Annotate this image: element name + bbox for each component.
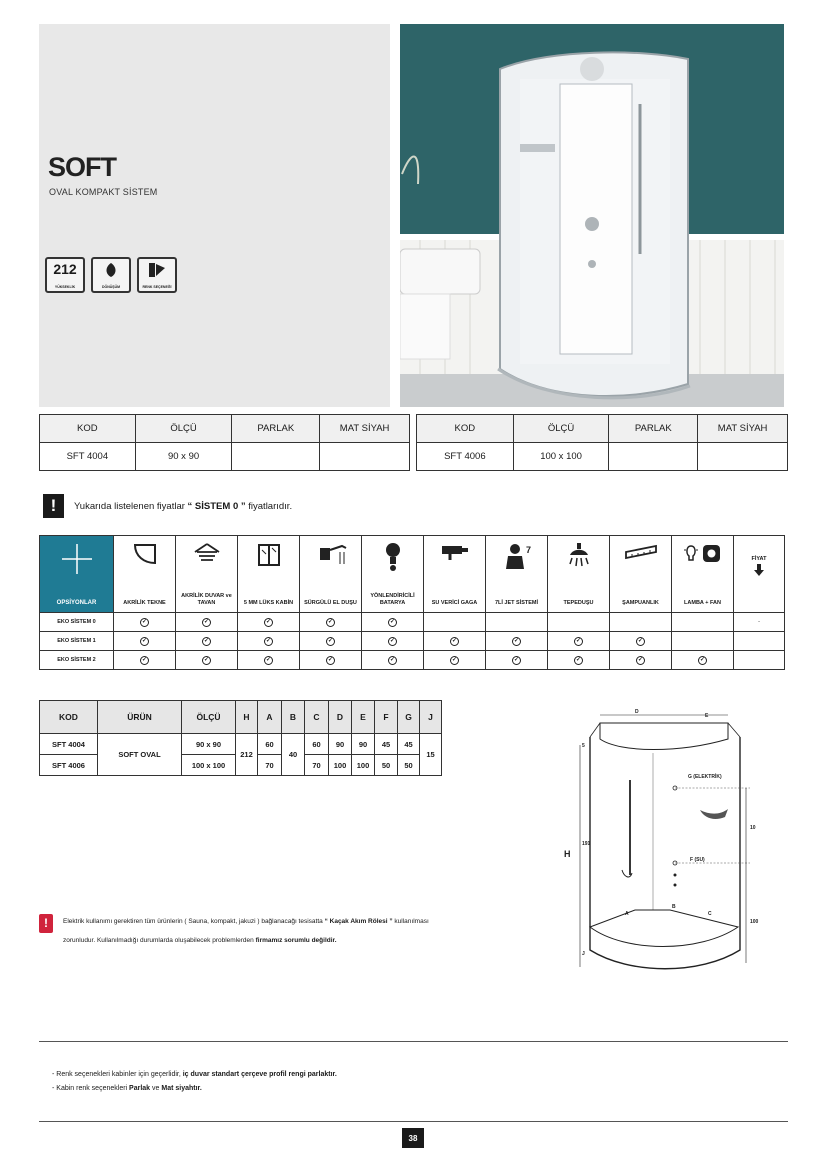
options-table [39,535,785,670]
arrow-down-icon [753,563,765,577]
product-info-panel [39,24,390,407]
svg-text:C: C [708,911,712,917]
svg-text:D: D [635,709,639,715]
table-row: SFT 4006 100 x 100 [417,443,788,471]
wall-ceiling-icon: AKRİLİK DUVAR ve TAVAN [176,536,238,613]
spout-icon: SU VERİCİ GAGA [424,536,486,613]
technical-diagram [560,705,780,975]
svg-text:7: 7 [525,545,531,555]
rain-shower-icon: TEPEDUŞU [548,536,610,613]
cabin-icon: 5 MM LÜKS KABİN [238,536,300,613]
table-row: SFT 4004 SOFT OVAL 90 x 90 212 60 40 60 90 90 45 45 15 [40,734,442,755]
page-number: 38 [402,1128,424,1148]
svg-text:A: A [625,911,629,917]
price-table-right [416,414,788,471]
mixer-icon: YÖNLENDİRİCİLİ BATARYA [362,536,424,613]
price-col-header: FİYAT [734,536,785,613]
col-header-parlak: PARLAK [609,415,698,443]
table-row: EKO SİSTEM 1 ✓ ✓ ✓ ✓ ✓ ✓ ✓ ✓ ✓ [40,632,785,651]
divider [39,1121,788,1122]
product-title: SOFT [48,152,116,182]
system-price-notice: ! Yukarıda listelenen fiyatlar “ SİSTEM 0 ” fiyatlarıdır. [43,494,292,518]
svg-text:191: 191 [582,841,591,847]
feature-badges [45,257,177,293]
col-header-olcu: ÖLÇÜ [135,415,232,443]
col-header-mat-siyah: MAT SİYAH [320,415,410,443]
col-header-kod: KOD [40,415,136,443]
svg-text:H: H [564,849,571,859]
col-header-parlak: PARLAK [232,415,320,443]
svg-text:B: B [672,904,676,910]
svg-text:100: 100 [750,919,759,925]
product-subtitle: OVAL KOMPAKT SİSTEM [49,187,158,197]
svg-text:10: 10 [750,825,756,831]
tray-icon: AKRİLİK TEKNE [114,536,176,613]
table-row: EKO SİSTEM 2 ✓ ✓ ✓ ✓ ✓ ✓ ✓ ✓ ✓ ✓ [40,651,785,670]
warning-icon: ! [43,494,64,518]
plus-icon [60,542,94,576]
electric-warning: ! Elektrik kullanımı gerektiren tüm ürünlerin ( Sauna, kompakt, jakuzi ) bağlanacağı tesisatta “ Kaçak Akım Rölesi ” kullanılması zorunludur. Kullanılmadığı durumlarda oluşabilecek problemlerden firmamız sorumlu değildir. [39,912,529,950]
svg-text:G (ELEKTRİK): G (ELEKTRİK) [688,774,722,780]
hand-shower-icon: SÜRGÜLÜ EL DUŞU [300,536,362,613]
col-header-kod: KOD [417,415,514,443]
divider [39,1041,788,1042]
col-header-mat-siyah: MAT SİYAH [698,415,788,443]
shelf-icon: ŞAMPUANLIK [610,536,672,613]
product-photo [400,24,784,407]
options-header: OPSİYONLAR [40,536,114,613]
svg-text:J: J [582,951,585,957]
warning-icon: ! [39,914,53,933]
svg-text:F (SU): F (SU) [690,857,705,863]
colour-choice-icon: RENK SEÇENEĞİ [137,257,177,293]
size-212-icon: 212 YÜKSEKLİK [45,257,85,293]
col-header-olcu: ÖLÇÜ [513,415,609,443]
svg-text:E: E [705,713,709,719]
eco-leaf-icon: DÖNÜŞÜM [91,257,131,293]
table-row: EKO SİSTEM 0 ✓ ✓ ✓ ✓ ✓ - [40,613,785,632]
table-row: SFT 4004 90 x 90 [40,443,410,471]
footer-notes: - Renk seçenekleri kabinler için geçerlidir, iç duvar standart çerçeve profil rengi parlaktır. - Kabin renk seçenekleri Parlak ve Mat siyahtır. [52,1071,337,1092]
lamp-fan-icon: LAMBA + FAN [672,536,734,613]
table-row: SFT 4006 100 x 100 70 70 100 100 50 50 [40,755,442,776]
price-table-left [39,414,410,471]
dimensions-table: KOD ÜRÜN ÖLÇÜ H A B C D E F G J SFT 4004 SOFT OVAL 90 x 90 212 60 40 60 90 90 45 45 15 SFT 4006 100 x 100 70 70 100 100 50 50 [39,700,442,776]
jet-icon: 7 7Lİ JET SİSTEMİ [486,536,548,613]
svg-text:5: 5 [582,743,585,749]
